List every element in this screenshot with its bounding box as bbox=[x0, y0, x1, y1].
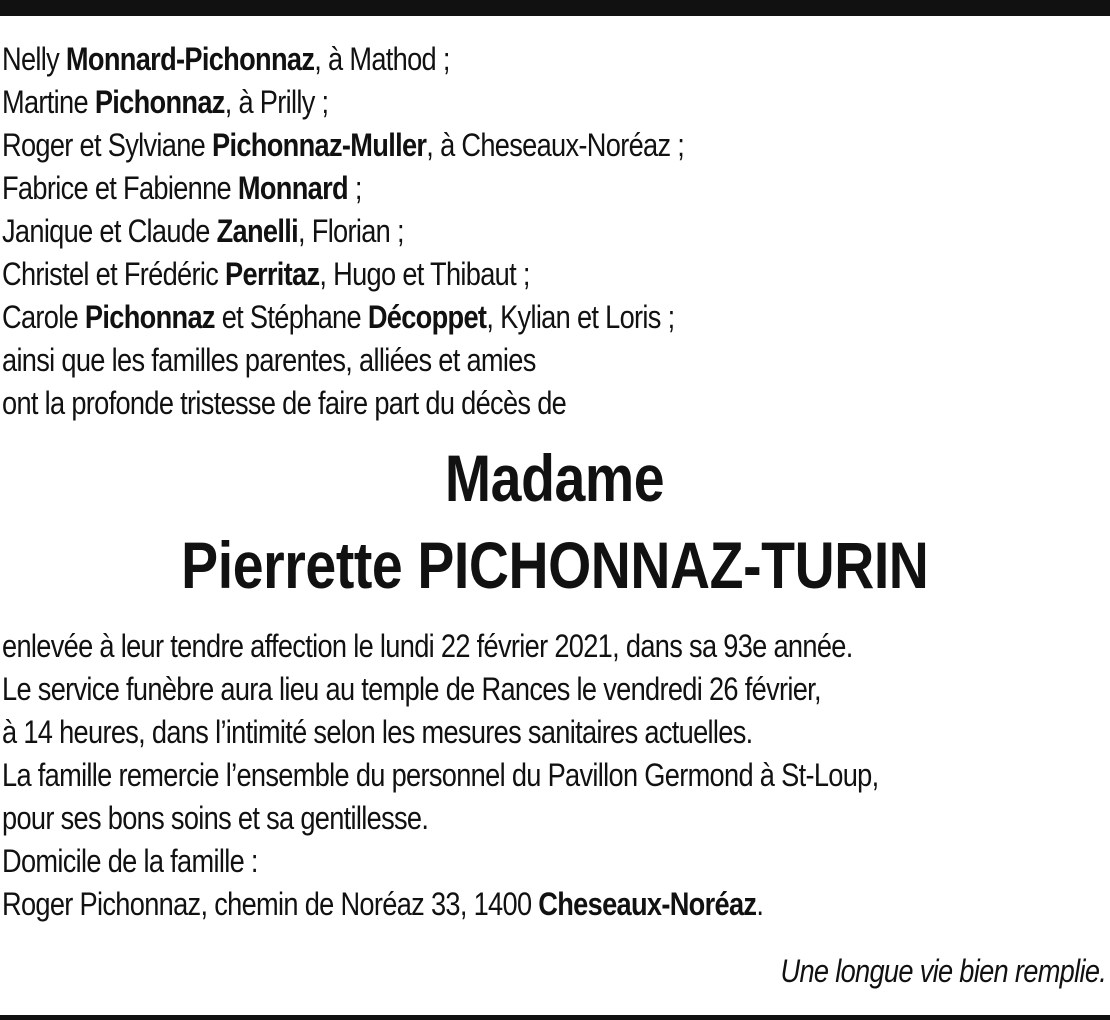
detail-line bbox=[2, 840, 878, 883]
deceased-name-text: Pierrette PICHONNAZ-TURIN bbox=[181, 528, 929, 602]
locality-bold: Cheseaux-Noréaz bbox=[538, 886, 757, 922]
text-run: et Stéphane bbox=[214, 299, 368, 335]
text-run: Roger Pichonnaz, chemin de Noréaz 33, 1400 bbox=[2, 886, 539, 922]
family-line bbox=[2, 339, 684, 382]
text-run: Martine bbox=[2, 84, 95, 120]
deceased-name bbox=[0, 527, 1110, 603]
text-run: enlevée à leur tendre affection le lundi 22 février 2021, dans sa 93e année. bbox=[2, 628, 853, 664]
family-surname: Pichonnaz-Muller bbox=[212, 127, 427, 163]
top-rule bbox=[0, 0, 1110, 16]
text-run: Fabrice et Fabienne bbox=[2, 170, 238, 206]
family-surname: Perritaz bbox=[225, 256, 320, 292]
text-run: ; bbox=[347, 170, 362, 206]
family-line bbox=[2, 210, 684, 253]
text-run: . bbox=[756, 886, 764, 922]
family-line bbox=[2, 124, 684, 167]
text-run: Nelly bbox=[2, 41, 66, 77]
detail-line bbox=[2, 711, 878, 754]
family-line bbox=[2, 81, 684, 124]
closing-line: Une longue vie bien remplie. bbox=[780, 953, 1106, 989]
text-run: , Hugo et Thibaut ; bbox=[319, 256, 530, 292]
deceased-title bbox=[0, 440, 1110, 516]
family-surname: Décoppet bbox=[367, 299, 487, 335]
text-run: Janique et Claude bbox=[2, 213, 217, 249]
text-run: ainsi que les familles parentes, alliées et amies bbox=[2, 342, 536, 378]
text-run: , Florian ; bbox=[297, 213, 404, 249]
text-run: , à Prilly ; bbox=[224, 84, 329, 120]
family-surname: Pichonnaz bbox=[94, 84, 225, 120]
text-run: , à Cheseaux-Noréaz ; bbox=[426, 127, 685, 163]
family-line bbox=[2, 253, 684, 296]
text-run: Christel et Frédéric bbox=[2, 256, 226, 292]
family-list bbox=[2, 38, 684, 425]
text-run: Domicile de la famille : bbox=[2, 843, 258, 879]
text-run: Carole bbox=[2, 299, 85, 335]
detail-line bbox=[2, 668, 878, 711]
family-line bbox=[2, 38, 684, 81]
family-surname: Pichonnaz bbox=[84, 299, 215, 335]
text-run: ont la profonde tristesse de faire part du décès de bbox=[2, 385, 567, 421]
family-line bbox=[2, 296, 684, 339]
text-run: , à Mathod ; bbox=[314, 41, 450, 77]
family-surname: Monnard bbox=[237, 170, 348, 206]
text-run: pour ses bons soins et sa gentillesse. bbox=[2, 800, 429, 836]
deceased-title-text: Madame bbox=[445, 441, 665, 515]
family-line bbox=[2, 382, 684, 425]
text-run: La famille remercie l’ensemble du personnel du Pavillon Germond à St-Loup, bbox=[2, 757, 879, 793]
detail-line bbox=[2, 883, 878, 926]
obituary-details bbox=[2, 625, 878, 926]
family-surname: Zanelli bbox=[216, 213, 298, 249]
detail-line bbox=[2, 797, 878, 840]
family-line bbox=[2, 167, 684, 210]
text-run: Le service funèbre aura lieu au temple de Rances le vendredi 26 février, bbox=[2, 671, 821, 707]
detail-line bbox=[2, 754, 878, 797]
text-run: à 14 heures, dans l’intimité selon les mesures sanitaires actuelles. bbox=[2, 714, 753, 750]
bottom-rule bbox=[0, 1015, 1110, 1020]
text-run: Roger et Sylviane bbox=[2, 127, 213, 163]
detail-line bbox=[2, 625, 878, 668]
family-surname: Monnard-Pichonnaz bbox=[65, 41, 315, 77]
text-run: , Kylian et Loris ; bbox=[486, 299, 675, 335]
